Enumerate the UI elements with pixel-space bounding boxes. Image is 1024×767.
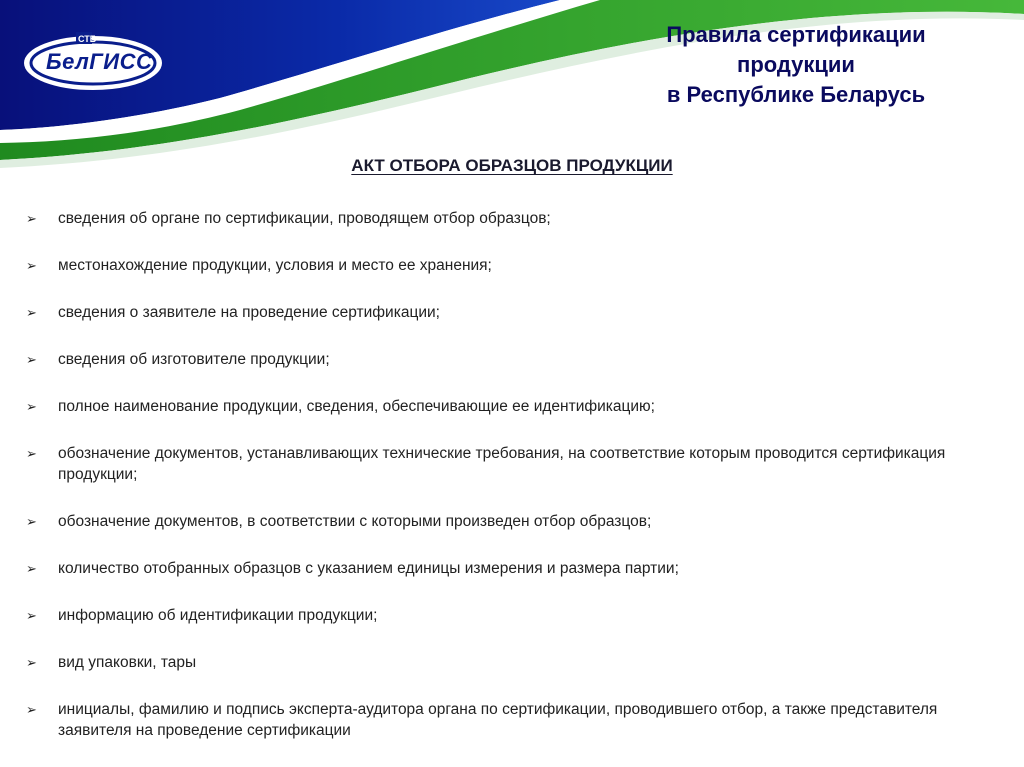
title-line-3: в Республике Беларусь: [666, 82, 926, 107]
arrow-bullet-icon: ➢: [26, 399, 37, 414]
title-line-1: Правила сертификации: [666, 22, 926, 47]
logo-text: БелГИСС: [46, 49, 153, 74]
arrow-bullet-icon: ➢: [26, 655, 37, 670]
requirements-list: [22, 208, 1007, 741]
list-item: ➢ полное наименование продукции, сведения, обеспечивающие ее идентификацию;: [26, 398, 655, 415]
arrow-bullet-icon: ➢: [26, 561, 37, 576]
page-title: [596, 20, 996, 110]
list-item: ➢ сведения об органе по сертификации, проводящем отбор образцов;: [26, 210, 551, 227]
arrow-bullet-icon: ➢: [26, 702, 37, 717]
arrow-bullet-icon: ➢: [26, 514, 37, 529]
list-item: ➢ информацию об идентификации продукции;: [26, 607, 378, 624]
arrow-bullet-icon: ➢: [26, 305, 37, 320]
list-item: ➢ местонахождение продукции, условия и место ее хранения;: [26, 257, 492, 274]
list-item: ➢ количество отобранных образцов с указанием единицы измерения и размера партии;: [26, 560, 679, 577]
list-item: ➢ инициалы, фамилию и подпись эксперта-аудитора органа по сертификации, проводившего отбор, а также представителя заявителя на проведение сертификации: [26, 701, 938, 739]
arrow-bullet-icon: ➢: [26, 446, 37, 461]
list-item: ➢ вид упаковки, тары: [26, 654, 197, 671]
arrow-bullet-icon: ➢: [26, 352, 37, 367]
arrow-bullet-icon: ➢: [26, 258, 37, 273]
list-item: ➢ сведения об изготовителе продукции;: [26, 351, 330, 368]
title-line-2: продукции: [737, 52, 855, 77]
list-item: ➢ обозначение документов, устанавливающих технические требования, на соответствие которым проводится сертификация продукции;: [26, 445, 946, 483]
section-heading: АКТ ОТБОРА ОБРАЗЦОВ ПРОДУКЦИИ: [351, 156, 673, 175]
list-item: ➢ сведения о заявителе на проведение сертификации;: [26, 304, 440, 321]
arrow-bullet-icon: ➢: [26, 211, 37, 226]
arrow-bullet-icon: ➢: [26, 608, 37, 623]
list-item: ➢ обозначение документов, в соответствии с которыми произведен отбор образцов;: [26, 513, 652, 530]
svg-text:СТБ: СТБ: [78, 34, 97, 44]
